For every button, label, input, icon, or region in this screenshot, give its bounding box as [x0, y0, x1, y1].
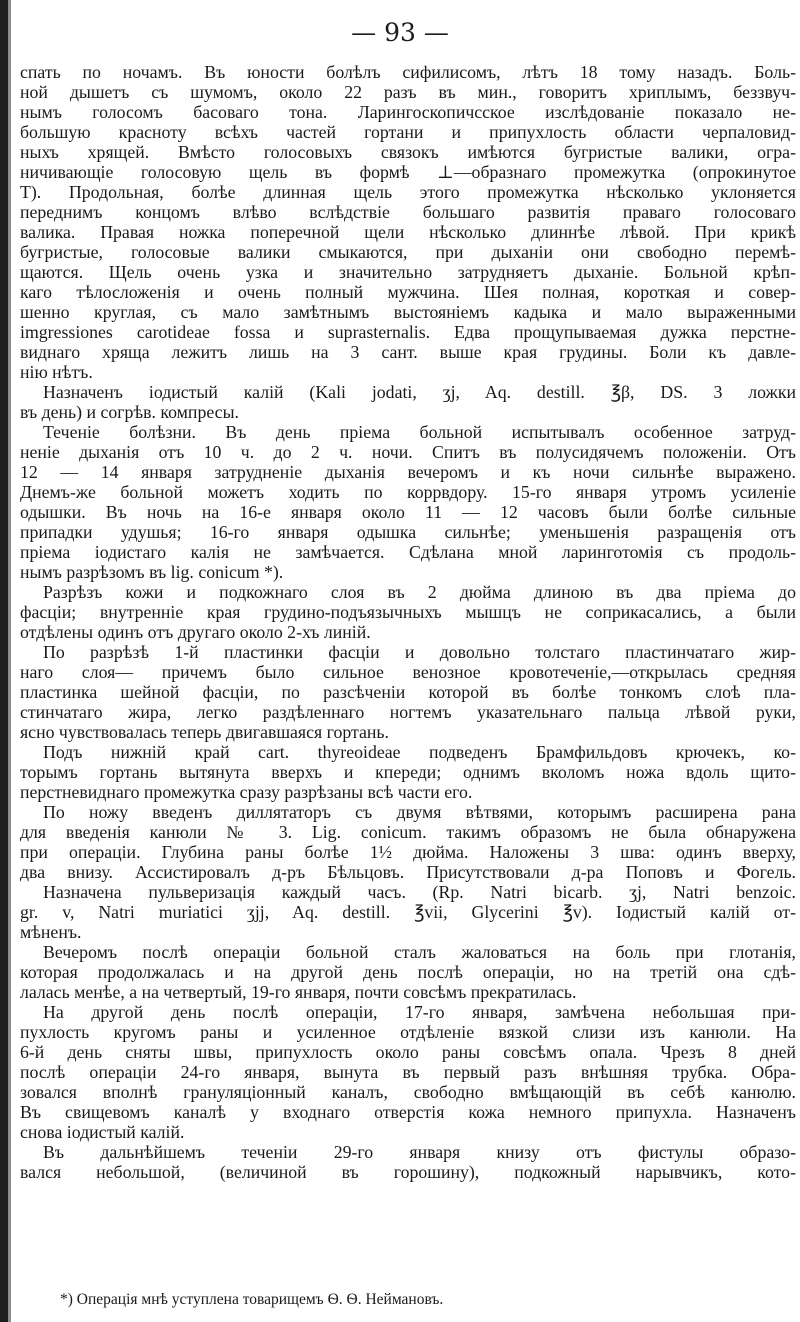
text-line: нымъ разрѣзомъ въ lig. conicum *). — [20, 562, 284, 582]
text-line: одышки. Въ ночь на 16-е января около 11 — 12 часовъ были болѣе сильные — [20, 502, 796, 522]
text-line: Назначенъ іодистый калій (Kali jodati, ʒj, Aq. destill. ℥β, DS. 3 ложки — [43, 382, 796, 402]
text-line: По разрѣзѣ 1-й пластинки фасціи и довольно толстаго пластинчатаго жир- — [43, 642, 796, 662]
text-line: щаются. Щель очень узка и значительно затрудняетъ дыханіе. Больной крѣп- — [20, 262, 796, 282]
text-line: Подъ нижній край cart. thyreoideae подведенъ Брамфильдовъ крючекъ, ко- — [43, 742, 796, 762]
text-line: пухлость кругомъ раны и усиленное отдѣленіе вязкой слизи изъ канюли. На — [20, 1022, 796, 1042]
text-line: нымъ голосомъ басоваго тона. Ларингоскопичсское изслѣдованіе показало не- — [20, 102, 796, 122]
text-line: послѣ операціи 24-го января, вынута въ первый разъ внѣшняя трубка. Обра- — [20, 1062, 796, 1082]
text-line: вался небольшой, (величиной въ горошину), подкожный нарывчикъ, кото- — [20, 1162, 796, 1182]
text-line: перстневиднаго промежутка сразу разрѣзаны всѣ части его. — [20, 782, 473, 802]
text-line: фасціи; внутренніе края грудино-подъязычныхъ мышцъ не соприкасались, а были — [20, 602, 796, 622]
footnote: *) Операція мнѣ уступлена товарищемъ Ѳ. Ѳ. Неймановъ. — [60, 1291, 444, 1308]
text-line: въ день) и согрѣв. компресы. — [20, 402, 239, 422]
text-line: виднаго хряща лежитъ лишь на 3 сант. выше края грудины. Боли къ давле- — [20, 342, 796, 362]
text-line: пластинка шейной фасціи, по разсѣченіи которой въ болѣе тонкомъ слоѣ пла- — [20, 682, 796, 702]
text-line: По ножу введенъ диллятаторъ съ двумя вѣтвями, которымъ расширена рана — [43, 802, 796, 822]
text-line: торымъ гортань вытянута вверхъ и кпереди; однимъ вколомъ ножа вдоль щито- — [20, 762, 796, 782]
text-line: На другой день послѣ операціи, 17-го января, замѣчена небольшая при- — [43, 1002, 796, 1022]
text-line: imgressiones carotideae fossa и suprasternalis. Едва прощупываемая дужка перстне- — [20, 322, 796, 342]
text-line: которая продолжалась и на другой день послѣ операціи, но на третій она сдѣ- — [20, 962, 796, 982]
body-text — [20, 62, 796, 1182]
text-line: снова іодистый калій. — [20, 1122, 185, 1142]
text-line: gr. v, Natri muriatici ʒjj, Aq. destill. ℥vii, Glycerini ℥v). Іодистый калій от- — [20, 902, 796, 922]
text-line: Въ дальнѣйшемъ теченіи 29-го января книзу отъ фистулы образо- — [43, 1142, 796, 1162]
text-line: стинчатаго жира, легко раздѣленнаго ногтемъ указательнаго пальца лѣвой руки, — [20, 702, 796, 722]
text-line: неніе дыханія отъ 10 ч. до 2 ч. ночи. Спитъ въ полусидячемъ положеніи. Отъ — [20, 442, 796, 462]
text-line: Т). Продольная, болѣе длинная щель этого промежутка нѣсколько уклоняется — [20, 182, 796, 202]
text-line: отдѣлены одинъ отъ другаго около 2-хъ линій. — [20, 622, 371, 642]
text-line: лалась менѣе, а на четвертый, 19-го января, почти совсѣмъ прекратилась. — [20, 982, 577, 1002]
text-line: нію нѣтъ. — [20, 362, 93, 382]
page-number: — 93 — — [351, 18, 449, 47]
text-line: наго слоя— причемъ было сильное венозное кровотеченіе,—открылась средняя — [20, 662, 796, 682]
text-line: бугристые, голосовые валики смыкаются, при дыханіи они свободно перемѣ- — [20, 242, 796, 262]
text-line: ничивающіе голосовую щель въ формѣ ⊥—образнаго промежутка (опрокинутое — [20, 162, 796, 182]
text-line: ныхъ хрящей. Вмѣсто голосовыхъ связокъ имѣются бугристые валики, огра- — [20, 142, 796, 162]
text-line: валика. Правая ножка поперечной щели нѣсколько длиннѣе лѣвой. При крикѣ — [20, 222, 796, 242]
text-line: Въ свищевомъ каналѣ у входнаго отверстія кожа немного припухла. Назначенъ — [20, 1102, 796, 1122]
text-line: пріема іодистаго калія не замѣчается. Сдѣлана мной ларинготомія съ продоль- — [20, 542, 796, 562]
text-line: зовался вполнѣ грануляціонный каналъ, свободно вмѣщающій въ себѣ канюлю. — [20, 1082, 796, 1102]
text-line: Разрѣзъ кожи и подкожнаго слоя въ 2 дюйма длиною въ два пріема до — [43, 582, 796, 602]
text-line: ной дышетъ съ шумомъ, около 22 разъ въ мин., говоритъ хриплымъ, беззвуч- — [20, 82, 796, 102]
text-line: мѣненъ. — [20, 922, 82, 942]
text-line: переднимъ концомъ влѣво вслѣдствіе большаго развитія праваго голосоваго — [20, 202, 796, 222]
text-line: припадки удушья; 16-го января одышка сильнѣе; уменьшенія разращенія отъ — [20, 522, 796, 542]
text-line: Теченіе болѣзни. Въ день пріема больной испытывалъ особенное затруд- — [43, 422, 796, 442]
text-line: Назначена пульверизація каждый часъ. (Rp. Natri bicarb. ʒj, Natri benzoic. — [43, 882, 796, 902]
text-line: при операціи. Глубина раны болѣе 1½ дюйма. Наложены 3 шва: одинъ вверху, — [20, 842, 796, 862]
page-binding-edge — [0, 0, 8, 1322]
text-line: 6-й день сняты швы, припухлость около раны совсѣмъ опала. Чрезъ 8 дней — [20, 1042, 796, 1062]
text-line: Днемъ-же больной можетъ ходить по коррвдору. 15-го января утромъ усиленіе — [20, 482, 796, 502]
text-line: шенно круглая, съ мало замѣтнымъ выстояніемъ кадыка и мало выраженными — [20, 302, 796, 322]
text-line: ясно чувствовалась теперь двигавшаяся гортань. — [20, 722, 389, 742]
text-line: большую красноту всѣхъ частей гортани и припухлость области черпаловид- — [20, 122, 796, 142]
text-line: Вечеромъ послѣ операціи больной сталъ жаловаться на боль при глотанія, — [43, 942, 796, 962]
text-line: каго тѣлосложенія и очень полный мужчина. Шея полная, короткая и совер- — [20, 282, 796, 302]
text-line: для введенія канюли № 3. Lig. conicum. такимъ образомъ не была обнаружена — [20, 822, 796, 842]
text-line: спать по ночамъ. Въ юности болѣлъ сифилисомъ, лѣтъ 18 тому назадъ. Боль- — [20, 62, 796, 82]
text-line: два внизу. Ассистировалъ д-ръ Бѣльцовъ. Присутствовали д-ра Поповъ и Фогель. — [20, 862, 796, 882]
text-line: 12 — 14 января затрудненіе дыханія вечеромъ и къ ночи сильнѣе выражено. — [20, 462, 796, 482]
